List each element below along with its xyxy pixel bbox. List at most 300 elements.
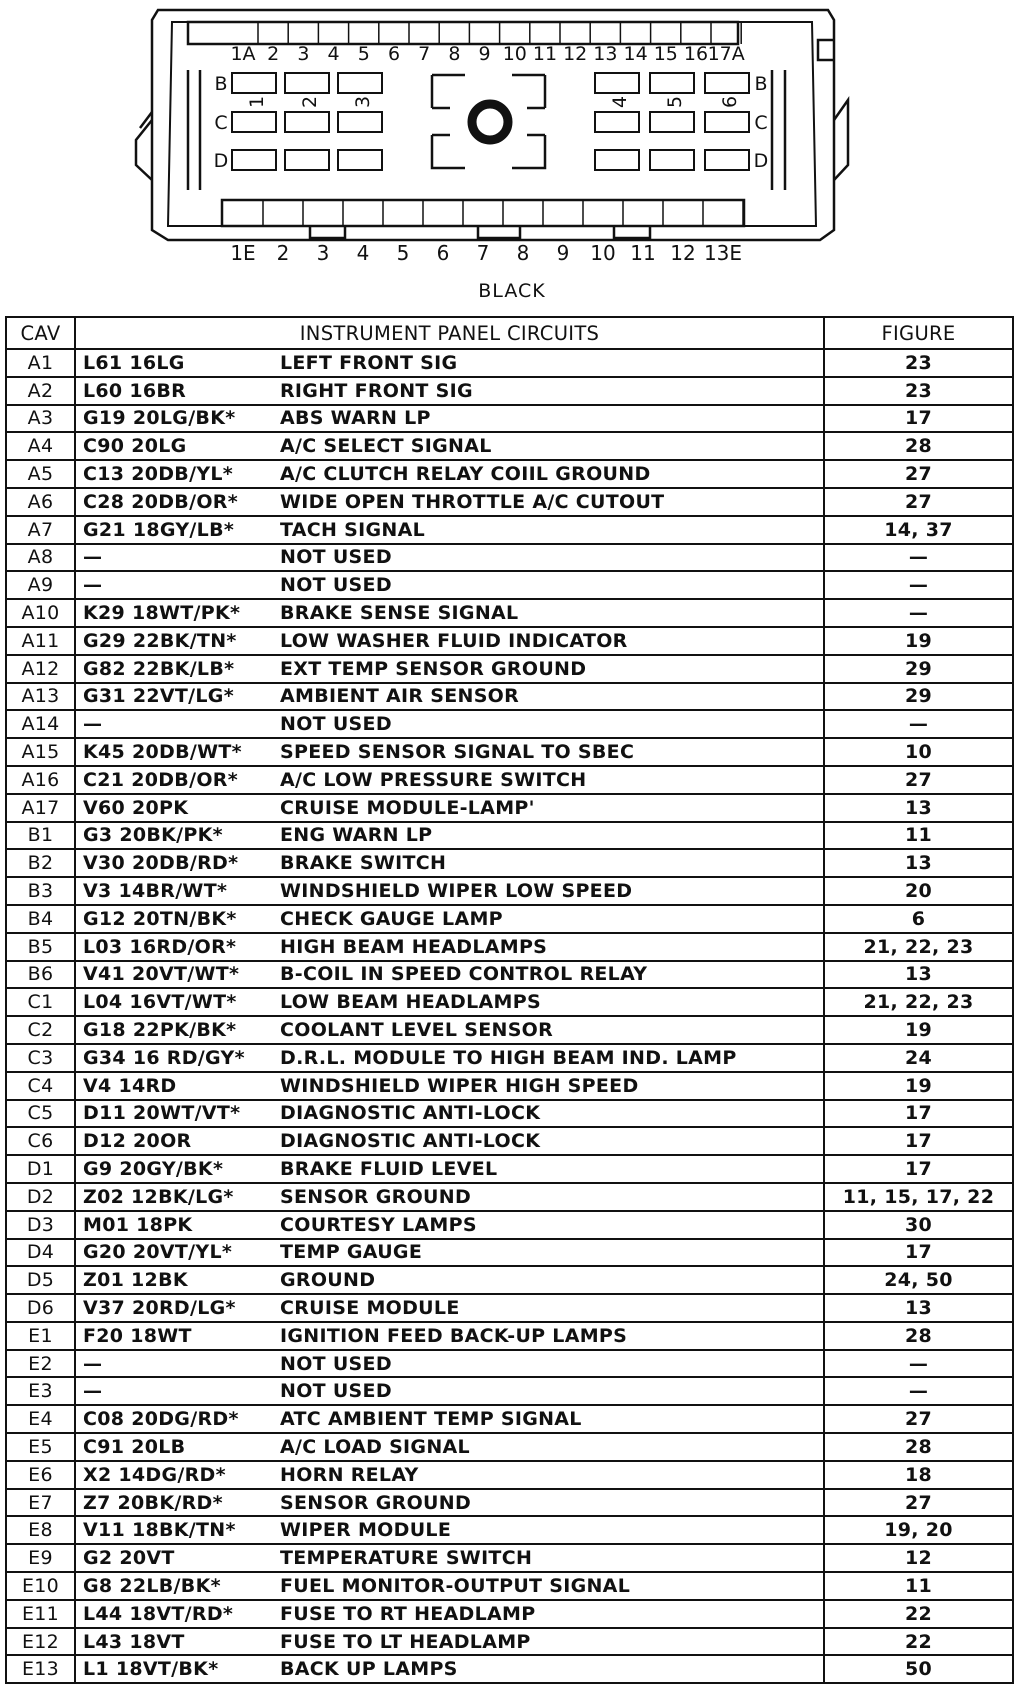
cav-cell: A11 (6, 627, 75, 655)
description-cell: WIPER MODULE (274, 1516, 824, 1544)
wire-cell: G82 22BK/LB* (75, 655, 274, 683)
figure-cell: — (824, 544, 1013, 572)
cavity-slot (232, 150, 276, 170)
wire-cell: C90 20LG (75, 432, 274, 460)
table-row (6, 544, 1013, 572)
cavity-slot (595, 73, 639, 93)
table-row (6, 822, 1013, 850)
wire-cell: G18 22PK/BK* (75, 1016, 274, 1044)
description-cell: D.R.L. MODULE TO HIGH BEAM IND. LAMP (274, 1044, 824, 1072)
table-row (6, 1211, 1013, 1239)
description-cell: AMBIENT AIR SENSOR (274, 683, 824, 711)
description-cell: A/C LOAD SIGNAL (274, 1433, 824, 1461)
description-cell: A/C SELECT SIGNAL (274, 432, 824, 460)
description-cell: FUEL MONITOR-OUTPUT SIGNAL (274, 1572, 824, 1600)
cavity-slot (650, 73, 694, 93)
left-latch (136, 120, 152, 180)
figure-cell: — (824, 710, 1013, 738)
cav-cell: A2 (6, 377, 75, 405)
cav-cell: B1 (6, 822, 75, 850)
table-row (6, 1461, 1013, 1489)
top-pin-number: 17A (707, 43, 745, 65)
description-cell: COOLANT LEVEL SENSOR (274, 1016, 824, 1044)
top-pin-number: 2 (267, 43, 280, 65)
description-cell: HORN RELAY (274, 1461, 824, 1489)
description-cell: BACK UP LAMPS (274, 1655, 824, 1683)
table-row (6, 1405, 1013, 1433)
row-letter-right: B (754, 73, 768, 95)
wire-cell: V4 14RD (75, 1072, 274, 1100)
figure-cell: — (824, 1377, 1013, 1405)
top-pin-number: 14 (623, 43, 648, 65)
cav-cell: E7 (6, 1489, 75, 1517)
table-row (6, 655, 1013, 683)
wire-cell: V37 20RD/LG* (75, 1294, 274, 1322)
wire-cell: — (75, 544, 274, 572)
wire-cell: K45 20DB/WT* (75, 738, 274, 766)
description-cell: NOT USED (274, 710, 824, 738)
cav-cell: A4 (6, 432, 75, 460)
table-row (6, 1544, 1013, 1572)
description-cell: LOW WASHER FLUID INDICATOR (274, 627, 824, 655)
figure-cell: 13 (824, 961, 1013, 989)
table-row (6, 877, 1013, 905)
description-cell: RIGHT FRONT SIG (274, 377, 824, 405)
figure-cell: 28 (824, 1322, 1013, 1350)
table-row (6, 1516, 1013, 1544)
circuits-header: INSTRUMENT PANEL CIRCUITS (75, 317, 824, 349)
table-row (6, 1044, 1013, 1072)
wire-cell: C08 20DG/RD* (75, 1405, 274, 1433)
description-cell: BRAKE FLUID LEVEL (274, 1155, 824, 1183)
table-row (6, 1183, 1013, 1211)
table-row (6, 1489, 1013, 1517)
bottom-pin-number: 10 (590, 241, 616, 265)
cav-cell: E9 (6, 1544, 75, 1572)
row-letter-left: B (214, 73, 228, 95)
figure-cell: — (824, 599, 1013, 627)
wire-cell: G29 22BK/TN* (75, 627, 274, 655)
figure-cell: 27 (824, 1405, 1013, 1433)
bottom-pin-number: 2 (276, 241, 290, 265)
figure-cell: 28 (824, 1433, 1013, 1461)
figure-cell: 30 (824, 1211, 1013, 1239)
description-cell: LOW BEAM HEADLAMPS (274, 988, 824, 1016)
wire-cell: G12 20TN/BK* (75, 905, 274, 933)
wire-cell: C13 20DB/YL* (75, 460, 274, 488)
description-cell: TACH SIGNAL (274, 516, 824, 544)
top-pin-number: 1A (230, 43, 256, 65)
figure-cell: 18 (824, 1461, 1013, 1489)
cav-cell: B5 (6, 933, 75, 961)
wire-cell: G9 20GY/BK* (75, 1155, 274, 1183)
wire-cell: — (75, 1350, 274, 1378)
figure-cell: 27 (824, 1489, 1013, 1517)
table-row (6, 905, 1013, 933)
figure-cell: — (824, 1350, 1013, 1378)
wire-cell: G21 18GY/LB* (75, 516, 274, 544)
cav-cell: E2 (6, 1350, 75, 1378)
table-row (6, 1572, 1013, 1600)
figure-cell: — (824, 571, 1013, 599)
figure-cell: 19 (824, 627, 1013, 655)
wire-cell: F20 18WT (75, 1322, 274, 1350)
description-cell: WIDE OPEN THROTTLE A/C CUTOUT (274, 488, 824, 516)
cav-cell: E4 (6, 1405, 75, 1433)
table-row (6, 1294, 1013, 1322)
bottom-pin-number: 7 (476, 241, 490, 265)
figure-cell: 6 (824, 905, 1013, 933)
description-cell: BRAKE SWITCH (274, 849, 824, 877)
table-row (6, 1072, 1013, 1100)
wire-cell: V41 20VT/WT* (75, 961, 274, 989)
cav-cell: E3 (6, 1377, 75, 1405)
cav-cell: A13 (6, 683, 75, 711)
wire-cell: Z02 12BK/LG* (75, 1183, 274, 1211)
description-cell: ABS WARN LP (274, 405, 824, 433)
cav-cell: D5 (6, 1266, 75, 1294)
figure-cell: 14, 37 (824, 516, 1013, 544)
wire-cell: — (75, 710, 274, 738)
cav-cell: A16 (6, 766, 75, 794)
cavity-slot (705, 73, 749, 93)
description-cell: EXT TEMP SENSOR GROUND (274, 655, 824, 683)
cav-cell: E13 (6, 1655, 75, 1683)
cav-cell: A12 (6, 655, 75, 683)
description-cell: IGNITION FEED BACK-UP LAMPS (274, 1322, 824, 1350)
wire-cell: — (75, 1377, 274, 1405)
top-pin-number: 11 (532, 43, 558, 65)
table-row (6, 849, 1013, 877)
top-pin-number: 10 (502, 43, 527, 65)
cavity-slot (650, 150, 694, 170)
description-cell: CRUISE MODULE-LAMP' (274, 794, 824, 822)
wire-cell: C91 20LB (75, 1433, 274, 1461)
wire-cell: Z01 12BK (75, 1266, 274, 1294)
wire-cell: G8 22LB/BK* (75, 1572, 274, 1600)
table-header-row (6, 317, 1013, 349)
description-cell: FUSE TO LT HEADLAMP (274, 1628, 824, 1656)
description-cell: FUSE TO RT HEADLAMP (274, 1600, 824, 1628)
table-row (6, 432, 1013, 460)
top-pin-number: 8 (448, 43, 461, 65)
description-cell: A/C LOW PRESSURE SWITCH (274, 766, 824, 794)
row-letter-left: D (213, 150, 229, 172)
figure-cell: 22 (824, 1628, 1013, 1656)
description-cell: ATC AMBIENT TEMP SIGNAL (274, 1405, 824, 1433)
cavity-number: 1 (246, 95, 268, 109)
top-pin-number: 9 (478, 43, 491, 65)
cav-cell: C2 (6, 1016, 75, 1044)
bottom-pin-number: 8 (516, 241, 530, 265)
cav-cell: A5 (6, 460, 75, 488)
cav-cell: C5 (6, 1100, 75, 1128)
top-pin-number: 5 (357, 43, 370, 65)
description-cell: SENSOR GROUND (274, 1489, 824, 1517)
table-row (6, 794, 1013, 822)
description-cell: ENG WARN LP (274, 822, 824, 850)
figure-cell: 27 (824, 460, 1013, 488)
wire-cell: — (75, 571, 274, 599)
cavity-slot (705, 112, 749, 132)
bottom-pin-number: 9 (556, 241, 570, 265)
description-cell: NOT USED (274, 1350, 824, 1378)
table-row (6, 349, 1013, 377)
table-row (6, 599, 1013, 627)
top-pin-number: 3 (297, 43, 310, 65)
table-row (6, 405, 1013, 433)
bottom-pin-number: 13E (703, 241, 743, 265)
right-latch (834, 100, 848, 180)
wire-cell: L1 18VT/BK* (75, 1655, 274, 1683)
wire-cell: G3 20BK/PK* (75, 822, 274, 850)
description-cell: BRAKE SENSE SIGNAL (274, 599, 824, 627)
wire-cell: X2 14DG/RD* (75, 1461, 274, 1489)
cavity-slot (595, 150, 639, 170)
bottom-pin-number: 4 (356, 241, 370, 265)
cavity-slot (338, 112, 382, 132)
figure-cell: 50 (824, 1655, 1013, 1683)
figure-cell: 11 (824, 1572, 1013, 1600)
cav-cell: D1 (6, 1155, 75, 1183)
wire-cell: L44 18VT/RD* (75, 1600, 274, 1628)
cav-cell: D3 (6, 1211, 75, 1239)
figure-cell: 22 (824, 1600, 1013, 1628)
top-pin-number: 7 (418, 43, 431, 65)
description-cell: WINDSHIELD WIPER HIGH SPEED (274, 1072, 824, 1100)
figure-cell: 11 (824, 822, 1013, 850)
cav-header: CAV (6, 317, 75, 349)
table-row (6, 377, 1013, 405)
table-row (6, 961, 1013, 989)
wire-cell: V11 18BK/TN* (75, 1516, 274, 1544)
figure-cell: 29 (824, 655, 1013, 683)
figure-cell: 13 (824, 794, 1013, 822)
description-cell: CHECK GAUGE LAMP (274, 905, 824, 933)
cav-cell: A10 (6, 599, 75, 627)
cav-cell: E12 (6, 1628, 75, 1656)
row-letter-right: C (754, 112, 768, 134)
table-row (6, 710, 1013, 738)
figure-cell: 19, 20 (824, 1516, 1013, 1544)
table-row (6, 516, 1013, 544)
figure-cell: 27 (824, 766, 1013, 794)
description-cell: DIAGNOSTIC ANTI-LOCK (274, 1100, 824, 1128)
table-row (6, 1155, 1013, 1183)
figure-cell: 13 (824, 1294, 1013, 1322)
description-cell: TEMP GAUGE (274, 1239, 824, 1267)
table-row (6, 683, 1013, 711)
wire-cell: L61 16LG (75, 349, 274, 377)
bottom-pin-number: 11 (630, 241, 656, 265)
cav-cell: A1 (6, 349, 75, 377)
wire-cell: M01 18PK (75, 1211, 274, 1239)
bottom-pin-number: 5 (396, 241, 410, 265)
description-cell: NOT USED (274, 571, 824, 599)
top-pin-number: 15 (653, 43, 678, 65)
cavity-number: 2 (299, 95, 321, 109)
bottom-pin-number: 3 (316, 241, 330, 265)
figure-cell: 11, 15, 17, 22 (824, 1183, 1013, 1211)
top-pin-number: 6 (387, 43, 401, 65)
description-cell: HIGH BEAM HEADLAMPS (274, 933, 824, 961)
connector-color-label: BLACK (478, 280, 546, 302)
cav-cell: E11 (6, 1600, 75, 1628)
top-pin-number: 13 (593, 43, 618, 65)
cav-cell: E6 (6, 1461, 75, 1489)
cav-cell: D4 (6, 1239, 75, 1267)
wire-cell: Z7 20BK/RD* (75, 1489, 274, 1517)
wire-cell: G34 16 RD/GY* (75, 1044, 274, 1072)
figure-cell: 17 (824, 1127, 1013, 1155)
cav-cell: C6 (6, 1127, 75, 1155)
cavity-slot (650, 112, 694, 132)
cavity-slot (338, 150, 382, 170)
figure-cell: 12 (824, 1544, 1013, 1572)
row-letter-right: D (753, 150, 769, 172)
wire-cell: V60 20PK (75, 794, 274, 822)
figure-cell: 24 (824, 1044, 1013, 1072)
table-row (6, 1322, 1013, 1350)
table-row (6, 627, 1013, 655)
table-row (6, 988, 1013, 1016)
table-row (6, 1628, 1013, 1656)
cav-cell: A9 (6, 571, 75, 599)
table-row (6, 1600, 1013, 1628)
figure-cell: 13 (824, 849, 1013, 877)
cav-cell: C1 (6, 988, 75, 1016)
wire-cell: G19 20LG/BK* (75, 405, 274, 433)
table-row (6, 1433, 1013, 1461)
table-row (6, 933, 1013, 961)
figure-cell: 27 (824, 488, 1013, 516)
table-row (6, 1239, 1013, 1267)
description-cell: B-COIL IN SPEED CONTROL RELAY (274, 961, 824, 989)
cav-cell: C4 (6, 1072, 75, 1100)
table-row (6, 1377, 1013, 1405)
table-row (6, 1655, 1013, 1683)
table-row (6, 460, 1013, 488)
cav-cell: C3 (6, 1044, 75, 1072)
cav-cell: B4 (6, 905, 75, 933)
top-pin-number: 4 (327, 43, 340, 65)
figure-cell: 17 (824, 405, 1013, 433)
cavity-slot (285, 112, 329, 132)
description-cell: A/C CLUTCH RELAY COIIL GROUND (274, 460, 824, 488)
cavity-slot (285, 150, 329, 170)
description-cell: NOT USED (274, 1377, 824, 1405)
cavity-slot (232, 112, 276, 132)
figure-cell: 17 (824, 1155, 1013, 1183)
description-cell: DIAGNOSTIC ANTI-LOCK (274, 1127, 824, 1155)
cav-cell: A3 (6, 405, 75, 433)
wire-cell: K29 18WT/PK* (75, 599, 274, 627)
cav-cell: E5 (6, 1433, 75, 1461)
top-pin-number: 12 (563, 43, 588, 65)
description-cell: WINDSHIELD WIPER LOW SPEED (274, 877, 824, 905)
wire-cell: D12 20OR (75, 1127, 274, 1155)
table-row (6, 1266, 1013, 1294)
pin-assignment-table (5, 316, 1014, 1684)
figure-cell: 17 (824, 1100, 1013, 1128)
figure-cell: 23 (824, 377, 1013, 405)
cav-cell: E1 (6, 1322, 75, 1350)
table-row (6, 1127, 1013, 1155)
figure-cell: 21, 22, 23 (824, 933, 1013, 961)
table-row (6, 488, 1013, 516)
bottom-pin-number: 12 (670, 241, 696, 265)
figure-header: FIGURE (824, 317, 1013, 349)
figure-cell: 23 (824, 349, 1013, 377)
description-cell: CRUISE MODULE (274, 1294, 824, 1322)
description-cell: COURTESY LAMPS (274, 1211, 824, 1239)
cav-cell: E10 (6, 1572, 75, 1600)
cavity-number: 5 (664, 95, 686, 109)
table-row (6, 766, 1013, 794)
cavity-number: 4 (609, 95, 631, 109)
wire-cell: D11 20WT/VT* (75, 1100, 274, 1128)
wire-cell: V3 14BR/WT* (75, 877, 274, 905)
wire-cell: L60 16BR (75, 377, 274, 405)
connector-diagram (0, 0, 1024, 300)
description-cell: SPEED SENSOR SIGNAL TO SBEC (274, 738, 824, 766)
cav-cell: B3 (6, 877, 75, 905)
figure-cell: 19 (824, 1072, 1013, 1100)
figure-cell: 24, 50 (824, 1266, 1013, 1294)
description-cell: TEMPERATURE SWITCH (274, 1544, 824, 1572)
cav-cell: A6 (6, 488, 75, 516)
cav-cell: A17 (6, 794, 75, 822)
figure-cell: 19 (824, 1016, 1013, 1044)
description-cell: SENSOR GROUND (274, 1183, 824, 1211)
cav-cell: A15 (6, 738, 75, 766)
wire-cell: G2 20VT (75, 1544, 274, 1572)
wire-cell: C28 20DB/OR* (75, 488, 274, 516)
figure-cell: 20 (824, 877, 1013, 905)
table-row (6, 1350, 1013, 1378)
bottom-pin-number: 6 (436, 241, 450, 265)
top-pin-number: 16 (683, 43, 709, 65)
cav-cell: B6 (6, 961, 75, 989)
cavity-slot (705, 150, 749, 170)
cav-cell: A8 (6, 544, 75, 572)
cavity-slot (595, 112, 639, 132)
table-row (6, 1100, 1013, 1128)
cav-cell: B2 (6, 849, 75, 877)
table-row (6, 738, 1013, 766)
cav-cell: A7 (6, 516, 75, 544)
wire-cell: L03 16RD/OR* (75, 933, 274, 961)
description-cell: NOT USED (274, 544, 824, 572)
cavity-number: 3 (352, 95, 374, 109)
table-row (6, 571, 1013, 599)
cav-cell: A14 (6, 710, 75, 738)
wire-cell: G20 20VT/YL* (75, 1239, 274, 1267)
figure-cell: 10 (824, 738, 1013, 766)
figure-cell: 29 (824, 683, 1013, 711)
bottom-pin-number: 1E (230, 241, 256, 265)
cavity-slot (232, 73, 276, 93)
cavity-number: 6 (719, 95, 741, 109)
wire-cell: G31 22VT/LG* (75, 683, 274, 711)
wire-cell: V30 20DB/RD* (75, 849, 274, 877)
figure-cell: 28 (824, 432, 1013, 460)
description-cell: GROUND (274, 1266, 824, 1294)
cav-cell: D2 (6, 1183, 75, 1211)
wire-cell: L43 18VT (75, 1628, 274, 1656)
cav-cell: E8 (6, 1516, 75, 1544)
wire-cell: C21 20DB/OR* (75, 766, 274, 794)
